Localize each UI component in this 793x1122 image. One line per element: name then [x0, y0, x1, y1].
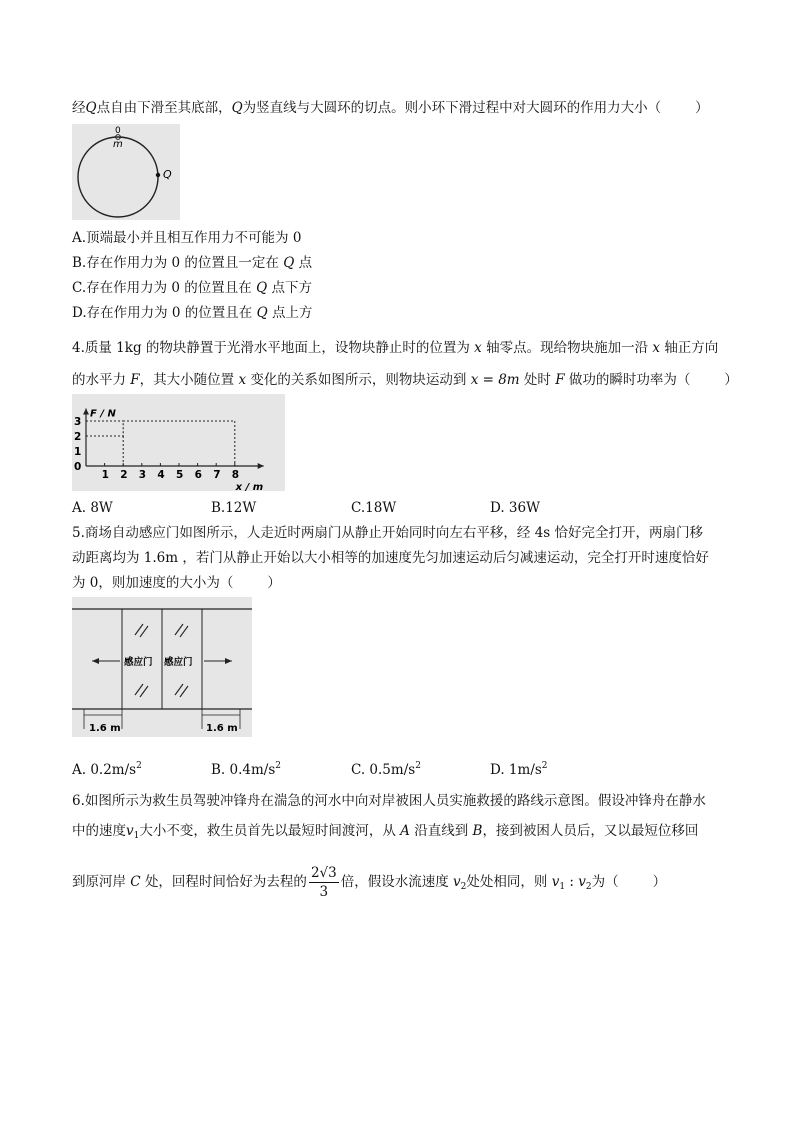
y-tick-label: 1: [74, 446, 82, 458]
q5-stem-line1: 5.商场自动感应门如图所示，人走近时两扇门从静止开始同时向左右平移，经 4s 恰好完全打开，两扇门移: [72, 525, 704, 541]
y-axis-arrow: [83, 409, 89, 415]
left-distance-label: 1.6 m: [89, 723, 121, 734]
door-right-label: 感应门: [164, 657, 193, 668]
q3-option-c: C.存在作用力为 0 的位置且在 Q 点下方: [72, 280, 312, 296]
q5-stem-line2: 动距离均为 1.6m ，若门从静止开始以大小相等的加速度先匀加速运动后匀减速运动，完全打开时速度恰好: [72, 550, 709, 566]
q6-stem-line3: 到原河岸 C 处，回程时间恰好为去程的 $\frac{2√3}{3}$ 倍，假设水流速度 $v_2$处处相同，则 $v_1$ : $v_2$为（ ）: [72, 865, 667, 900]
q3-option-d: D.存在作用力为 0 的位置且在 Q 点上方: [72, 305, 313, 321]
x-tick-label: 3: [138, 469, 147, 481]
x-tick-label: 4: [157, 469, 165, 481]
q5-door-figure: [72, 597, 252, 737]
y-tick-label: 2: [74, 431, 82, 443]
x-tick-label: 1: [101, 469, 109, 481]
ring-q-label: Q: [163, 168, 172, 181]
q3-option-a: A.顶端最小并且相互作用力不可能为 0: [72, 230, 302, 246]
door-left-label: 感应门: [124, 657, 153, 668]
left-arrow-head: [92, 658, 99, 664]
point-q: [156, 173, 160, 177]
q4-option-b: B.12W: [211, 500, 257, 516]
fraction-two-root-three-over-three: $\frac{2√3}{3}$: [310, 865, 337, 900]
ring-top-label: 0: [115, 126, 121, 136]
q4-option-c: C.18W: [351, 500, 397, 516]
q5-option-a: A. $0.2m/s^2$: [72, 761, 142, 778]
y-axis-label: F / N: [90, 408, 116, 420]
x-axis-label: x / m: [235, 482, 264, 491]
q5-option-d: D. $1m/s^2$: [490, 761, 548, 778]
q5-option-b: B. $0.4m/s^2$: [211, 761, 281, 778]
q4-stem-line1: 4.质量 1kg 的物块静置于光滑水平地面上，设物块静止时的位置为 x 轴零点。现给物块施加一沿 x 轴正方向: [72, 340, 719, 356]
x-tick-label: 5: [176, 469, 184, 481]
y-tick-label: 3: [74, 416, 82, 428]
force-series-line: [86, 421, 235, 436]
q5-option-c: C. $0.5m/s^2$: [351, 761, 421, 778]
q4-stem-line2: 的水平力 F，其大小随位置 x 变化的关系如图所示，则物块运动到 x = 8m 处时 F 做功的瞬时功率为（ ）: [72, 372, 738, 388]
x-tick-label: 8: [231, 469, 240, 481]
y-tick-label: 0: [74, 461, 82, 473]
force-chart-svg: [72, 394, 285, 491]
q5-stem-line3: 为 0，则加速度的大小为（ ）: [72, 575, 281, 591]
q3-ring-figure: [72, 124, 180, 220]
q6-stem-line1: 6.如图所示为救生员驾驶冲锋舟在湍急的河水中向对岸被困人员实施救援的路线示意图。假设冲锋舟在静水: [72, 793, 706, 809]
right-arrow-head: [225, 658, 232, 664]
x-axis-arrow: [258, 463, 264, 469]
x-tick-label: 6: [194, 469, 202, 481]
q4-force-chart: [72, 394, 285, 491]
q6-stem-line2: 中的速度$v_1$大小不变，救生员首先以最短时间渡河，从 A 沿直线到 B，接到被困人员后，又以最短位移回: [72, 823, 699, 841]
right-distance-label: 1.6 m: [206, 723, 238, 734]
q4-option-a: A. 8W: [72, 500, 113, 516]
q3-option-b: B.存在作用力为 0 的位置且一定在 Q 点: [72, 255, 313, 271]
q3-stem: 经Q点自由下滑至其底部，Q为竖直线与大圆环的切点。则小环下滑过程中对大圆环的作用力大小（ ）: [72, 100, 709, 116]
x-tick-label: 7: [213, 469, 221, 481]
ring-mass-label: m: [113, 139, 123, 150]
q4-option-d: D. 36W: [490, 500, 540, 516]
x-tick-label: 2: [120, 469, 128, 481]
